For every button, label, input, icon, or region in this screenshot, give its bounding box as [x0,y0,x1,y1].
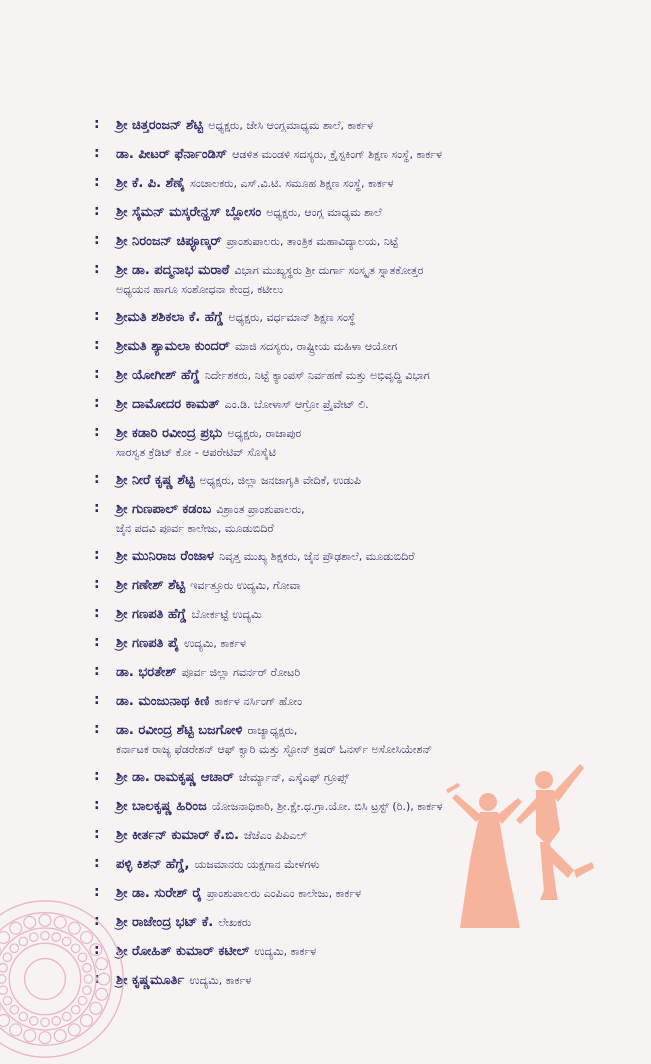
member-entry [116,335,594,357]
row-colon: : [94,574,116,594]
member-description: ನಿರ್ದೇಶಕರು, ನಿಟ್ಟೆ ಕ್ಯಾಂಪಸ್ ನಿರ್ವಹಣೆ ಮತ್ತು ಅಭಿವೃದ್ಧಿ ವಿಭಾಗ [205,369,430,382]
member-entry [116,940,594,962]
member-entry [116,690,594,712]
row-colon: : [94,143,116,163]
member-description: ಲೇಖಕರು [218,916,251,929]
member-name: ಶ್ರೀಮತಿ ಶ್ಯಾಮಲಾ ಕುಂದರ್ [116,339,230,354]
member-row [94,364,594,386]
member-name: ಶ್ರೀಮತಿ ಶಶಿಕಲಾ ಕೆ. ಹೆಗ್ಡೆ [116,310,223,325]
row-colon: : [94,545,116,565]
member-name: ಶ್ರೀ ಗಣಪತಿ ಹೆಗ್ಡೆ [116,607,187,622]
member-entry [116,969,594,991]
row-colon: : [94,201,116,221]
member-row [94,143,594,165]
member-name: ಶ್ರೀ ಮುನಿರಾಜ ರೆಂಜಾಳ [116,549,214,564]
member-name: ಶ್ರೀ ಸೈಮನ್ ಮಸ್ಕರೇನ್ಹಸ್ ಬ್ಲೋಸಂ [116,205,261,220]
member-name: ಡಾ. ಪೀಟರ್ ಫೆರ್ನಾಂಡಿಸ್ [116,147,227,162]
member-row [94,603,594,625]
row-colon: : [94,882,116,902]
member-description: ಮಾಜಿ ಸದಸ್ಯರು, ರಾಷ್ಟ್ರೀಯ ಮಹಿಳಾ ಆಯೋಗ [235,340,397,353]
member-entry [116,172,594,194]
member-row [94,259,594,299]
member-entry [116,574,594,596]
member-entry [116,143,594,165]
row-colon: : [94,172,116,192]
member-row [94,422,594,462]
member-row [94,940,594,962]
member-description-line2: ಕರ್ನಾಟಕ ರಾಜ್ಯ ಫೆಡರೇಶನ್ ಆಫ್ ಕ್ವಾರಿ ಮತ್ತು ಸ್ಟೋನ್ ಕ್ರಷರ್ ಓನರ್ಸ್ ಅಸೋಸಿಯೇಶನ್ [116,741,594,759]
member-name: ಶ್ರೀ ರಾಜೇಂದ್ರ ಭಟ್ ಕೆ. [116,915,213,930]
member-description: ಚೇರ್ಮ್ಯಾನ್, ಎಸ್ಕೆಎಫ್ ಗ್ರೂಪ್ಸ್ [239,771,349,784]
member-description: ಉದ್ಯಮಿ, ಕಾರ್ಕಳ [254,945,316,958]
member-description: ಎಂ.ಡಿ. ಬೋಳಾಸ್ ಆಗ್ರೋ ಪ್ರೈವೇಟ್ ಲಿ. [225,398,369,411]
member-name: ಶ್ರೀ ದಾಮೋದರ ಕಾಮತ್ [116,397,220,412]
member-description: ವಿಭಾಗ ಮುಖ್ಯಸ್ಥರು ಶ್ರೀ ದುರ್ಗಾ ಸಂಸ್ಕೃತ ಸ್ನಾತಕೋತ್ತರ [234,264,423,277]
member-row [94,632,594,654]
member-description: ಅಧ್ಯಕ್ಷರು, ವರ್ಧಮಾನ್ ಶಿಕ್ಷಣ ಸಂಸ್ಥೆ [228,311,355,324]
member-row [94,661,594,683]
member-row [94,574,594,596]
row-colon: : [94,766,116,786]
row-colon: : [94,940,116,960]
member-name: ಶ್ರೀ ಕೀರ್ತನ್ ಕುಮಾರ್ ಕೆ.ಬಿ. [116,828,239,843]
member-row [94,306,594,328]
member-description-line2: ಸಾರಸ್ವತ ಕ್ರೆಡಿಟ್ ಕೋ - ಆಪರೇಟಿವ್ ಸೊಸೈಟಿ [116,444,594,462]
member-description: ಉದ್ಯಮಿ, ಕಾರ್ಕಳ [189,974,251,987]
member-name: ಶ್ರೀ ಡಾ. ಪದ್ಮನಾಭ ಮರಾಠೆ [116,263,229,278]
row-colon: : [94,306,116,326]
member-row [94,335,594,357]
member-name: ಶ್ರೀ ಗಣಪತಿ ಪೈ [116,636,179,651]
member-name: ಶ್ರೀ ಕೃಷ್ಣಮೂರ್ತಿ [116,973,184,988]
row-colon: : [94,690,116,710]
member-description: ಅಧ್ಯಕ್ಷರು, ಆಂಗ್ಲ ಮಾಧ್ಯಮ ಶಾಲೆ [266,206,381,219]
member-description-line2: ಅಧ್ಯಯನ ಹಾಗೂ ಸಂಶೋಧನಾ ಕೇಂದ್ರ, ಕಟೀಲು [116,281,594,299]
member-description: ರಾಜ್ಯಾಧ್ಯಕ್ಷರು, [248,724,298,737]
member-row [94,201,594,223]
yakshagana-dancers-illustration [440,750,600,940]
row-colon: : [94,114,116,134]
row-colon: : [94,824,116,844]
row-colon: : [94,393,116,413]
member-row [94,114,594,136]
member-name: ಶ್ರೀ ಡಾ. ಸುರೇಶ್ ರೈ [116,886,202,901]
member-description: ಸಂಚಾಲಕರು, ಎಸ್.ವಿ.ಟಿ. ಸಮೂಹ ಶಿಕ್ಷಣ ಸಂಸ್ಥೆ, ಕಾರ್ಕಳ [190,177,394,190]
row-colon: : [94,795,116,815]
row-colon: : [94,911,116,931]
member-name: ಶ್ರೀ ಕಡಾರಿ ರವೀಂದ್ರ ಪ್ರಭು [116,426,222,441]
member-description: ಜೆಜೆಎಂ ಪಿಪಿಎಲ್ [244,829,307,842]
member-entry [116,114,594,136]
member-name: ಶ್ರೀ ನಿರಂಜನ್ ಚಿಪ್ಳೂಣ್ಕರ್ [116,234,222,249]
member-entry [116,230,594,252]
member-description: ಇರ್ವತ್ತೂರು ಉದ್ಯಮಿ, ಗೋವಾ [190,579,300,592]
member-row [94,969,594,991]
member-description: ಪ್ರಾಂಶುಪಾಲರು ಎಂಪಿಎಂ ಕಾಲೇಜು, ಕಾರ್ಕಳ [207,887,361,900]
member-description: ಆಡಳಿತ ಮಂಡಳಿ ಸದಸ್ಯರು, ಕ್ರೈಸ್ಟಕಿಂಗ್ ಶಿಕ್ಷಣ ಸಂಸ್ಥೆ, ಕಾರ್ಕಳ [232,148,442,161]
member-row [94,469,594,491]
member-description-line2: ಜೈನ ಪದವಿ ಪೂರ್ವ ಕಾಲೇಜು, ಮೂಡುಬಿದಿರೆ [116,520,594,538]
member-entry [116,364,594,386]
member-description: ಪೂರ್ವ ಜಿಲ್ಲಾ ಗವರ್ನರ್ ರೋಟರಿ [182,666,300,679]
row-colon: : [94,969,116,989]
member-name: ಶ್ರೀ ಗುಣಪಾಲ್ ಕಡಂಬ [116,502,211,517]
member-name: ಶ್ರೀ ಬಾಲಕೃಷ್ಣ ಹಿರಿಂಜ [116,799,207,814]
member-description: ಉದ್ಯಮಿ, ಕಾರ್ಕಳ [184,637,246,650]
member-name: ಶ್ರೀ ಚಿತ್ತರಂಜನ್ ಶೆಟ್ಟಿ [116,118,203,133]
row-colon: : [94,853,116,873]
member-row [94,498,594,538]
member-entry [116,545,594,567]
member-name: ಶ್ರೀ ಯೋಗೀಶ್ ಹೆಗ್ಡೆ [116,368,200,383]
member-description: ಯಜಮಾನರು ಯಕ್ಷಗಾನ ಮೇಳಗಳು [195,858,320,871]
row-colon: : [94,230,116,250]
member-name: ಶ್ರೀ ಗಣೇಶ್ ಶೆಟ್ಟಿ [116,578,185,593]
member-description: ಅಧ್ಯಕ್ಷರು, ಜಿಲ್ಲಾ ಜನಜಾಗೃತಿ ವೇದಿಕೆ, ಉಡುಪಿ [200,474,361,487]
row-colon: : [94,422,116,442]
member-description: ವಿಶ್ರಾಂತ ಪ್ರಾಂಶುಪಾಲರು, [216,503,304,516]
member-name: ಶ್ರೀ ನೀರೆ ಕೃಷ್ಣ ಶೆಟ್ಟಿ [116,473,195,488]
row-colon: : [94,335,116,355]
member-description: ಯೋಜನಾಧಿಕಾರಿ, ಶ್ರೀ.ಕ್ಷೇ.ಧ.ಗ್ರಾ.ಯೋ. ಬಿಸಿ ಟ್ರಸ್ಟ್ (ರಿ.), ಕಾರ್ಕಳ [212,800,443,813]
member-name: ಶ್ರೀ ಕೆ. ಪಿ. ಶೆಣೈ [116,176,185,191]
row-colon: : [94,719,116,739]
member-name: ಡಾ. ಭರತೇಶ್ [116,665,177,680]
member-name: ಶ್ರೀ ಡಾ. ರಾಮಕೃಷ್ಣ ಆಚಾರ್ [116,770,234,785]
member-entry [116,469,594,491]
member-entry [116,422,594,462]
row-colon: : [94,661,116,681]
member-entry [116,393,594,415]
member-entry [116,201,594,223]
row-colon: : [94,469,116,489]
row-colon: : [94,364,116,384]
row-colon: : [94,632,116,652]
member-row [94,393,594,415]
member-description: ನಿವೃತ್ತ ಮುಖ್ಯ ಶಿಕ್ಷಕರು, ಜೈನ ಪ್ರೌಢಶಾಲೆ, ಮೂಡುಬಿದಿರೆ [219,550,414,563]
mandala-ornament [0,894,130,1064]
member-description: ಕಾರ್ಕಳ ನರ್ಸಿಂಗ್ ಹೋಂ [214,695,302,708]
member-description: ಅಧ್ಯಕ್ಷರು, ರಾಜಾಪುರ [227,427,301,440]
member-entry [116,603,594,625]
member-entry [116,306,594,328]
row-colon: : [94,498,116,518]
member-entry [116,259,594,299]
member-row [94,690,594,712]
member-name: ಶ್ರೀ ರೋಹಿತ್ ಕುಮಾರ್ ಕಟೀಲ್ [116,944,249,959]
row-colon: : [94,603,116,623]
member-description: ಅಧ್ಯಕ್ಷರು, ಜೇಸಿ ಆಂಗ್ಲಮಾಧ್ಯಮ ಶಾಲೆ, ಕಾರ್ಕಳ [208,119,373,132]
member-row [94,230,594,252]
row-colon: : [94,259,116,279]
member-name: ಡಾ. ರವೀಂದ್ರ ಶೆಟ್ಟಿ ಬಜಗೋಳಿ [116,723,242,738]
member-name: ಡಾ. ಮಂಜುನಾಥ ಕಿಣಿ [116,694,209,709]
member-row [94,172,594,194]
member-name: ಪಳ್ಳಿ ಕಿಶನ್ ಹೆಗ್ಡೆ, [116,857,189,872]
member-description: ಪ್ರಾಂಶುಪಾಲರು, ತಾಂತ್ರಿಕ ಮಹಾವಿದ್ಯಾಲಯ, ನಿಟ್ಟೆ [227,235,399,248]
member-row [94,545,594,567]
member-entry [116,498,594,538]
member-entry [116,632,594,654]
member-entry [116,661,594,683]
member-description: ಬೋರ್ಕಟ್ಟೆ ಉದ್ಯಮಿ [192,608,262,621]
